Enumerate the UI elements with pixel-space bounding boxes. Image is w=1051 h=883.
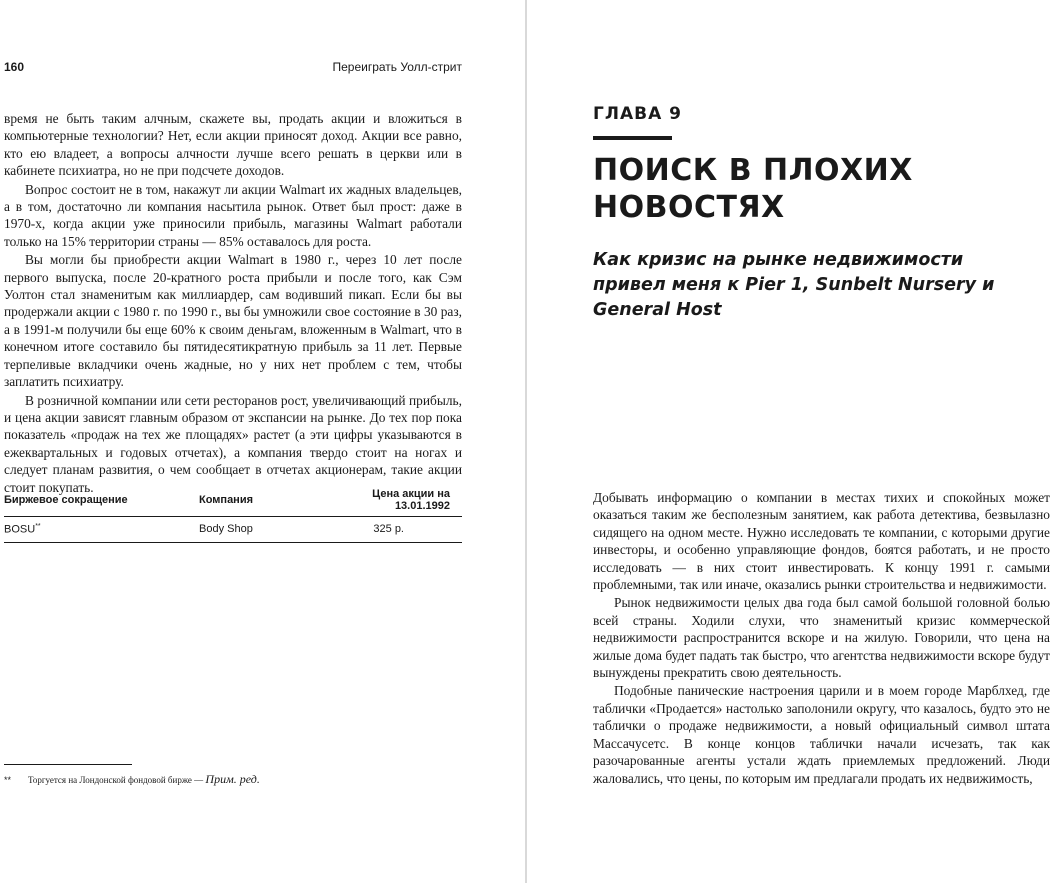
chapter-label: ГЛАВА 9 xyxy=(593,104,682,124)
right-page xyxy=(527,0,1051,883)
footnote-divider xyxy=(4,764,132,765)
paragraph: Вы могли бы приобрести акции Walmart в 1980 г., через 10 лет после первого выпуска, после 20-кратного роста прибыли и после того, как Сэм Уолтон стал знаменитым как миллиардер, сам водивший пикап. Если бы вы продержали акции с 1980 г. по 1990 г., вы бы умножили свое состояние в 30 раз, а в 1991-м получили бы еще 60% к своим деньгам, вложенным в Walmart, что в конечном итоге составило бы пятидесятикратную прибыль за 11 лет. Первые терпеливые вкладчики очень жадные, но у них нет проблем с тем, чтобы заплатить психиатру. xyxy=(4,252,462,390)
price-cell: 325 р. xyxy=(329,517,462,543)
column-header: Биржевое сокращение xyxy=(4,486,199,517)
footnote-text: Торгуется на Лондонской фондовой бирже — xyxy=(28,775,206,785)
ticker-cell xyxy=(4,517,199,543)
page-number: 160 xyxy=(4,60,25,74)
table-header-row xyxy=(4,486,462,517)
footnote xyxy=(4,772,462,787)
left-body-text xyxy=(4,110,462,497)
paragraph: В розничной компании или сети ресторанов рост, увеличивающий прибыль, и цена акции зависят главным образом от экспансии на рынке. До тех пор пока показатель «продаж на тех же площадях» растет (а эти цифры указываются в ежеквартальных и годовых отчетах), а компания твердо стоит на ногах и следует планам развития, о чем сообщает в отчетах акционерам, такие акции стоит покупать. xyxy=(4,392,462,495)
footnote-mark: ** xyxy=(35,523,41,530)
right-body-text xyxy=(593,489,1050,788)
chapter-rule xyxy=(593,136,672,140)
column-header: Цена акции на 13.01.1992 xyxy=(329,486,462,517)
chapter-subtitle: Как кризис на рынке недвижимости привел меня к Pier 1, Sunbelt Nursery и General Host xyxy=(593,250,995,320)
ticker-value: BOSU xyxy=(4,523,36,536)
company-cell: Body Shop xyxy=(199,517,329,543)
paragraph: время не быть таким алчным, скажете вы, продать акции и вложиться в компьютерные технологии? Нет, если акции приносят доход. Акции все равно, кто ею владеет, а вопросы алчности лучше всего решать в церкви или в кабинете психиатра, но не при подсчете доходов. xyxy=(4,111,462,179)
paragraph: Рынок недвижимости целых два года был самой большой головной болью всей страны. Ходили слухи, что знаменитый кризис коммерческой недвижимости распространится вскоре и на жилую. Говорили, что цена на жилые дома будет падать так быстро, что агентства недвижимости вскоре будут вынуждены прекратить свою деятельность. xyxy=(593,595,1050,681)
table-row xyxy=(4,517,462,543)
running-title: Переиграть Уолл-стрит xyxy=(332,60,462,74)
stock-table xyxy=(4,486,462,543)
chapter-title: ПОИСК В ПЛОХИХ НОВОСТЯХ xyxy=(593,153,913,225)
column-header: Компания xyxy=(199,486,329,517)
left-page xyxy=(0,0,525,883)
editor-note: Прим. ред. xyxy=(205,772,260,786)
paragraph: Вопрос состоит не в том, накажут ли акции Walmart их жадных владельцев, а в том, достаточно ли компания насытила рынок. Ответ был прост: даже в 1970-х, когда акции уже приносили прибыль, магазины Walmart работали только на 15% территории страны — 85% оставалось для роста. xyxy=(4,181,462,249)
paragraph: Добывать информацию о компании в местах тихих и спокойных может оказаться таким же бесполезным занятием, как работа детектива, безвылазно сидящего на одном месте. Нужно исследовать те компании, с которыми другие инвесторы, и особенно управляющие фондов, боятся работать, и не просто исследовать — в них стоит инвестировать. К концу 1991 г. самыми проблемными, так или иначе, оказались рынки строительства и недвижимости. xyxy=(593,490,1050,593)
footnote-mark: ** xyxy=(4,775,12,785)
paragraph: Подобные панические настроения царили и в моем городе Марблхед, где таблички «Продается» настолько заполонили округу, что казалось, будто это не таблички о продаже недвижимости, а новый официальный символ штата Массачусетс. В конце концов таблички начали исчезать, так как разочарованные агенты устали ждать приемлемых предложений. Люди жаловались, что цены, по которым им предлагали продать их недвижимость, xyxy=(593,683,1050,786)
